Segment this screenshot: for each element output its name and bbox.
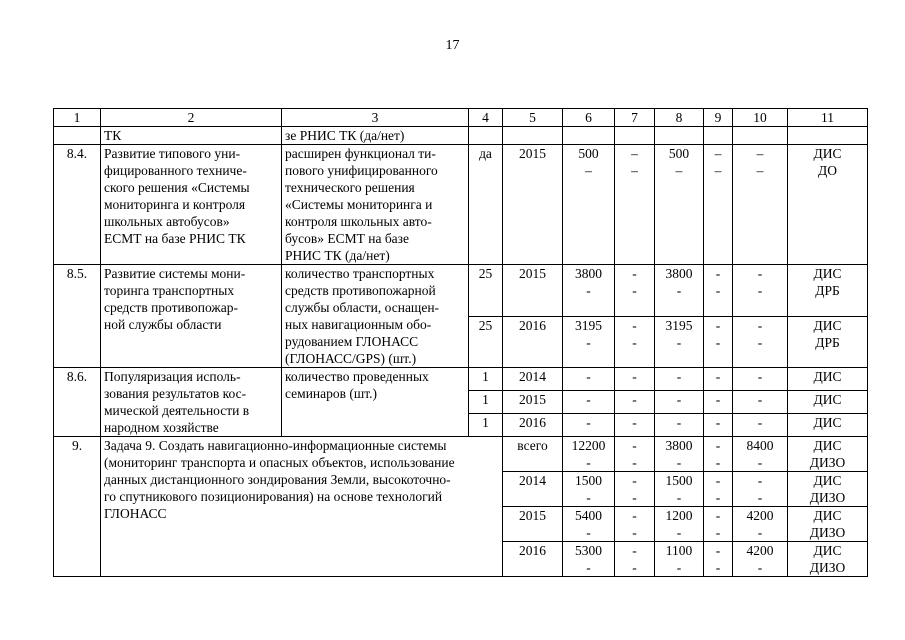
amount-value: –: [756, 146, 764, 161]
table-row-9: [54, 437, 868, 472]
amount-value: -: [757, 473, 763, 488]
page-number: 17: [445, 38, 460, 53]
indicator-cell: [282, 145, 469, 265]
amount-value: 1500: [575, 473, 602, 488]
amount-sub: –: [675, 163, 683, 178]
text-line: «Системы мониторинга и: [285, 197, 433, 212]
executor-cell: [788, 265, 868, 317]
amount-cell: [733, 145, 788, 265]
text-line: ных навигационным обо-: [285, 317, 432, 332]
text-line: рудованием ГЛОНАСС: [285, 334, 419, 349]
year-cell: 2016: [503, 414, 563, 437]
amount-sub: -: [676, 455, 682, 470]
amount-value: -: [715, 438, 721, 453]
amount-cell: -: [615, 368, 655, 391]
text-line: зования результатов кос-: [104, 386, 247, 401]
amount-cell: [733, 472, 788, 507]
amount-sub: –: [585, 163, 592, 178]
text-line: бусов» ЕСМТ на базе: [285, 231, 409, 246]
amount-cell: [563, 507, 615, 542]
amount-value: 3800: [665, 438, 693, 453]
year-cell: 2015: [503, 507, 563, 542]
amount-value: 8400: [746, 438, 774, 453]
amount-value: 4200: [746, 543, 774, 558]
amount-value: 500: [668, 146, 690, 161]
amount-sub: –: [714, 163, 722, 178]
amount-cell: [704, 265, 733, 317]
program-table: [53, 108, 868, 577]
text-line: контроля школьных авто-: [285, 214, 432, 229]
indicator-value: 1: [469, 391, 503, 414]
indicator-value: 25: [469, 316, 503, 368]
year-cell: 2015: [503, 145, 563, 265]
amount-cell: [733, 265, 788, 317]
executor-line: ДИС: [813, 438, 842, 453]
indicator-cell: [282, 265, 469, 368]
year-cell: 2016: [503, 316, 563, 368]
amount-value: 5300: [575, 543, 602, 558]
text-line: (ГЛОНАСС/GPS) (шт.): [285, 351, 417, 366]
executor-line: ДИЗО: [809, 490, 846, 505]
amount-sub: –: [631, 163, 638, 178]
amount-cell: -: [563, 368, 615, 391]
amount-sub: -: [586, 525, 591, 540]
amount-cell: -: [704, 368, 733, 391]
amount-cell: -: [615, 414, 655, 437]
header-cell: 4: [469, 109, 503, 127]
table-row-8-6: [54, 368, 868, 391]
amount-value: -: [632, 317, 637, 333]
amount-value: 500: [578, 146, 599, 161]
amount-cell: [615, 265, 655, 317]
amount-value: -: [757, 266, 763, 281]
amount-sub: -: [586, 560, 591, 575]
executor-cell: [788, 437, 868, 472]
text-line: Популяризация исполь-: [104, 369, 241, 384]
text-line: (мониторинг транспорта и опасных объектов, использование: [104, 455, 455, 470]
amount-value: 1500: [665, 473, 693, 488]
amount-cell: [655, 316, 704, 368]
table-cell: [615, 127, 655, 145]
amount-value: -: [632, 508, 637, 523]
amount-sub: -: [757, 334, 763, 350]
table-cell: [704, 127, 733, 145]
amount-cell: [563, 316, 615, 368]
amount-sub: -: [715, 334, 721, 350]
amount-sub: -: [676, 490, 682, 505]
task-text-cell: [101, 437, 503, 577]
amount-sub: –: [756, 163, 764, 178]
amount-cell: [733, 316, 788, 368]
amount-sub: -: [757, 560, 763, 575]
amount-sub: -: [632, 455, 637, 470]
amount-value: 4200: [746, 508, 774, 523]
executor-cell: ДИС: [788, 391, 868, 414]
executor-line: ДИС: [813, 146, 842, 161]
amount-cell: [655, 265, 704, 317]
amount-sub: -: [757, 490, 763, 505]
amount-sub: -: [715, 490, 721, 505]
header-cell: 9: [704, 109, 733, 127]
amount-sub: -: [632, 560, 637, 575]
amount-value: -: [632, 438, 637, 453]
executor-line: ДИС: [813, 473, 842, 488]
amount-cell: [655, 472, 704, 507]
executor-cell: ДИС: [788, 414, 868, 437]
amount-sub: -: [715, 455, 721, 470]
amount-cell: [733, 507, 788, 542]
text-line: школьных автобусов»: [104, 214, 230, 229]
row-number: 9.: [54, 437, 101, 577]
executor-line: ДИЗО: [809, 455, 846, 470]
row-number: 8.4.: [54, 145, 101, 265]
header-cell: 10: [733, 109, 788, 127]
executor-cell: [788, 472, 868, 507]
year-cell: 2014: [503, 472, 563, 507]
amount-value: –: [714, 146, 722, 161]
text-line: количество проведенных: [285, 369, 429, 384]
amount-value: 12200: [571, 438, 606, 453]
amount-cell: [733, 437, 788, 472]
header-row: [54, 109, 868, 127]
executor-line: ДИС: [813, 508, 842, 523]
amount-value: -: [757, 317, 763, 333]
amount-sub: -: [632, 525, 637, 540]
text-line: данных дистанционного зондирования Земли, высокоточно-: [104, 472, 451, 487]
table-cell: [503, 127, 563, 145]
amount-value: 3800: [665, 266, 693, 281]
amount-value: -: [715, 508, 721, 523]
table-cell: [788, 127, 868, 145]
header-cell: 5: [503, 109, 563, 127]
continued-indicator-cell: зе РНИС ТК (да/нет): [282, 127, 469, 145]
text-line: мониторинга и контроля: [104, 197, 246, 212]
amount-cell: [615, 472, 655, 507]
executor-line: ДИС: [813, 543, 842, 558]
row-number: 8.6.: [54, 368, 101, 437]
amount-cell: -: [704, 391, 733, 414]
amount-sub: -: [757, 455, 763, 470]
amount-cell: -: [615, 391, 655, 414]
text-line: ЕСМТ на базе РНИС ТК: [104, 231, 246, 246]
amount-sub: -: [632, 490, 637, 505]
amount-sub: -: [676, 525, 682, 540]
header-cell: 3: [282, 109, 469, 127]
text-line: РНИС ТК (да/нет): [285, 248, 390, 263]
text-line: ского решения «Системы: [104, 180, 250, 195]
text-line: фицированного техниче-: [104, 163, 247, 178]
measure-name-cell: [101, 145, 282, 265]
text-line: средств противопожарной: [285, 283, 436, 298]
text-line: Развитие типового уни-: [104, 146, 241, 161]
text-line: мической деятельности в: [104, 403, 250, 418]
executor-line: ДИС: [813, 317, 842, 333]
executor-line: ДИС: [813, 266, 842, 281]
executor-line: ДРБ: [815, 283, 840, 298]
amount-sub: -: [586, 490, 591, 505]
year-cell: 2016: [503, 542, 563, 577]
amount-cell: -: [733, 414, 788, 437]
text-line: народном хозяйстве: [104, 420, 219, 435]
text-line: ГЛОНАСС: [104, 506, 167, 521]
text-line: количество транспортных: [285, 266, 435, 281]
row-number: 8.5.: [54, 265, 101, 368]
amount-cell: [563, 472, 615, 507]
executor-cell: [788, 316, 868, 368]
amount-value: -: [632, 543, 637, 558]
amount-value: 1100: [665, 543, 693, 558]
text-line: торинга транспортных: [104, 283, 235, 298]
indicator-value: да: [469, 145, 503, 265]
measure-name-cell: [101, 265, 282, 368]
table-cell: [733, 127, 788, 145]
amount-value: -: [715, 473, 721, 488]
amount-cell: -: [563, 414, 615, 437]
amount-cell: [655, 507, 704, 542]
amount-cell: [704, 542, 733, 577]
amount-cell: -: [733, 368, 788, 391]
amount-value: -: [632, 473, 637, 488]
amount-sub: -: [676, 283, 682, 298]
text-line: ной службы области: [104, 317, 222, 332]
text-line: Задача 9. Создать навигационно-информационные системы: [104, 438, 447, 453]
amount-sub: -: [715, 525, 721, 540]
amount-value: -: [715, 543, 721, 558]
amount-sub: -: [757, 525, 763, 540]
amount-sub: -: [586, 455, 591, 470]
amount-cell: -: [655, 368, 704, 391]
amount-cell: [655, 145, 704, 265]
year-cell: 2015: [503, 391, 563, 414]
amount-cell: [615, 316, 655, 368]
indicator-value: 1: [469, 368, 503, 391]
executor-cell: [788, 145, 868, 265]
amount-value: -: [715, 317, 721, 333]
amount-cell: [704, 507, 733, 542]
table-cell: [469, 127, 503, 145]
amount-cell: [615, 542, 655, 577]
measure-name-cell: [101, 368, 282, 437]
header-cell: 1: [54, 109, 101, 127]
amount-cell: [655, 437, 704, 472]
executor-line: ДО: [818, 163, 837, 178]
table-row-8-4: [54, 145, 868, 265]
text-line: средств противопожар-: [104, 300, 238, 315]
header-cell: 8: [655, 109, 704, 127]
text-line: службы области, оснащен-: [285, 300, 440, 315]
header-cell: 7: [615, 109, 655, 127]
table-cell: [563, 127, 615, 145]
amount-cell: [615, 437, 655, 472]
table-row-8-5: [54, 265, 868, 317]
amount-value: -: [632, 266, 637, 281]
amount-cell: -: [655, 391, 704, 414]
amount-sub: -: [586, 334, 591, 350]
amount-sub: -: [715, 283, 721, 298]
indicator-value: 25: [469, 265, 503, 317]
amount-sub: -: [632, 283, 637, 298]
amount-value: 5400: [575, 508, 602, 523]
amount-cell: [704, 316, 733, 368]
amount-cell: [704, 145, 733, 265]
amount-value: 1200: [665, 508, 693, 523]
amount-sub: -: [676, 560, 682, 575]
amount-sub: -: [586, 283, 591, 298]
amount-cell: [563, 265, 615, 317]
amount-value: -: [715, 266, 721, 281]
table-cell: [54, 127, 101, 145]
amount-cell: -: [704, 414, 733, 437]
amount-cell: [704, 472, 733, 507]
year-cell: всего: [503, 437, 563, 472]
table-cell: [655, 127, 704, 145]
amount-cell: -: [655, 414, 704, 437]
amount-sub: -: [715, 560, 721, 575]
executor-line: ДИЗО: [809, 525, 846, 540]
text-line: семинаров (шт.): [285, 386, 378, 401]
amount-value: 3800: [575, 266, 602, 281]
indicator-cell: [282, 368, 469, 437]
amount-cell: [704, 437, 733, 472]
executor-line: ДРБ: [815, 334, 840, 350]
amount-value: 3195: [665, 317, 693, 333]
year-cell: 2015: [503, 265, 563, 317]
amount-cell: [615, 145, 655, 265]
amount-cell: [563, 437, 615, 472]
amount-cell: -: [733, 391, 788, 414]
text-line: го спутникового позиционирования) на основе технологий: [104, 489, 443, 504]
amount-sub: -: [676, 334, 682, 350]
text-line: пового унифицированного: [285, 163, 438, 178]
executor-cell: [788, 542, 868, 577]
amount-value: –: [631, 146, 638, 161]
amount-sub: -: [757, 283, 763, 298]
executor-line: ДИЗО: [809, 560, 846, 575]
executor-cell: [788, 507, 868, 542]
amount-sub: -: [632, 334, 637, 350]
amount-cell: [563, 542, 615, 577]
continuation-row: [54, 127, 868, 145]
text-line: расширен функционал ти-: [285, 146, 436, 161]
indicator-value: 1: [469, 414, 503, 437]
header-cell: 11: [788, 109, 868, 127]
amount-value: 3195: [575, 317, 602, 333]
header-cell: 2: [101, 109, 282, 127]
amount-cell: [615, 507, 655, 542]
text-line: технического решения: [285, 180, 415, 195]
amount-cell: [655, 542, 704, 577]
amount-cell: [563, 145, 615, 265]
continued-name-cell: ТК: [101, 127, 282, 145]
text-line: Развитие системы мони-: [104, 266, 246, 281]
header-cell: 6: [563, 109, 615, 127]
executor-cell: ДИС: [788, 368, 868, 391]
amount-cell: -: [563, 391, 615, 414]
amount-cell: [733, 542, 788, 577]
year-cell: 2014: [503, 368, 563, 391]
